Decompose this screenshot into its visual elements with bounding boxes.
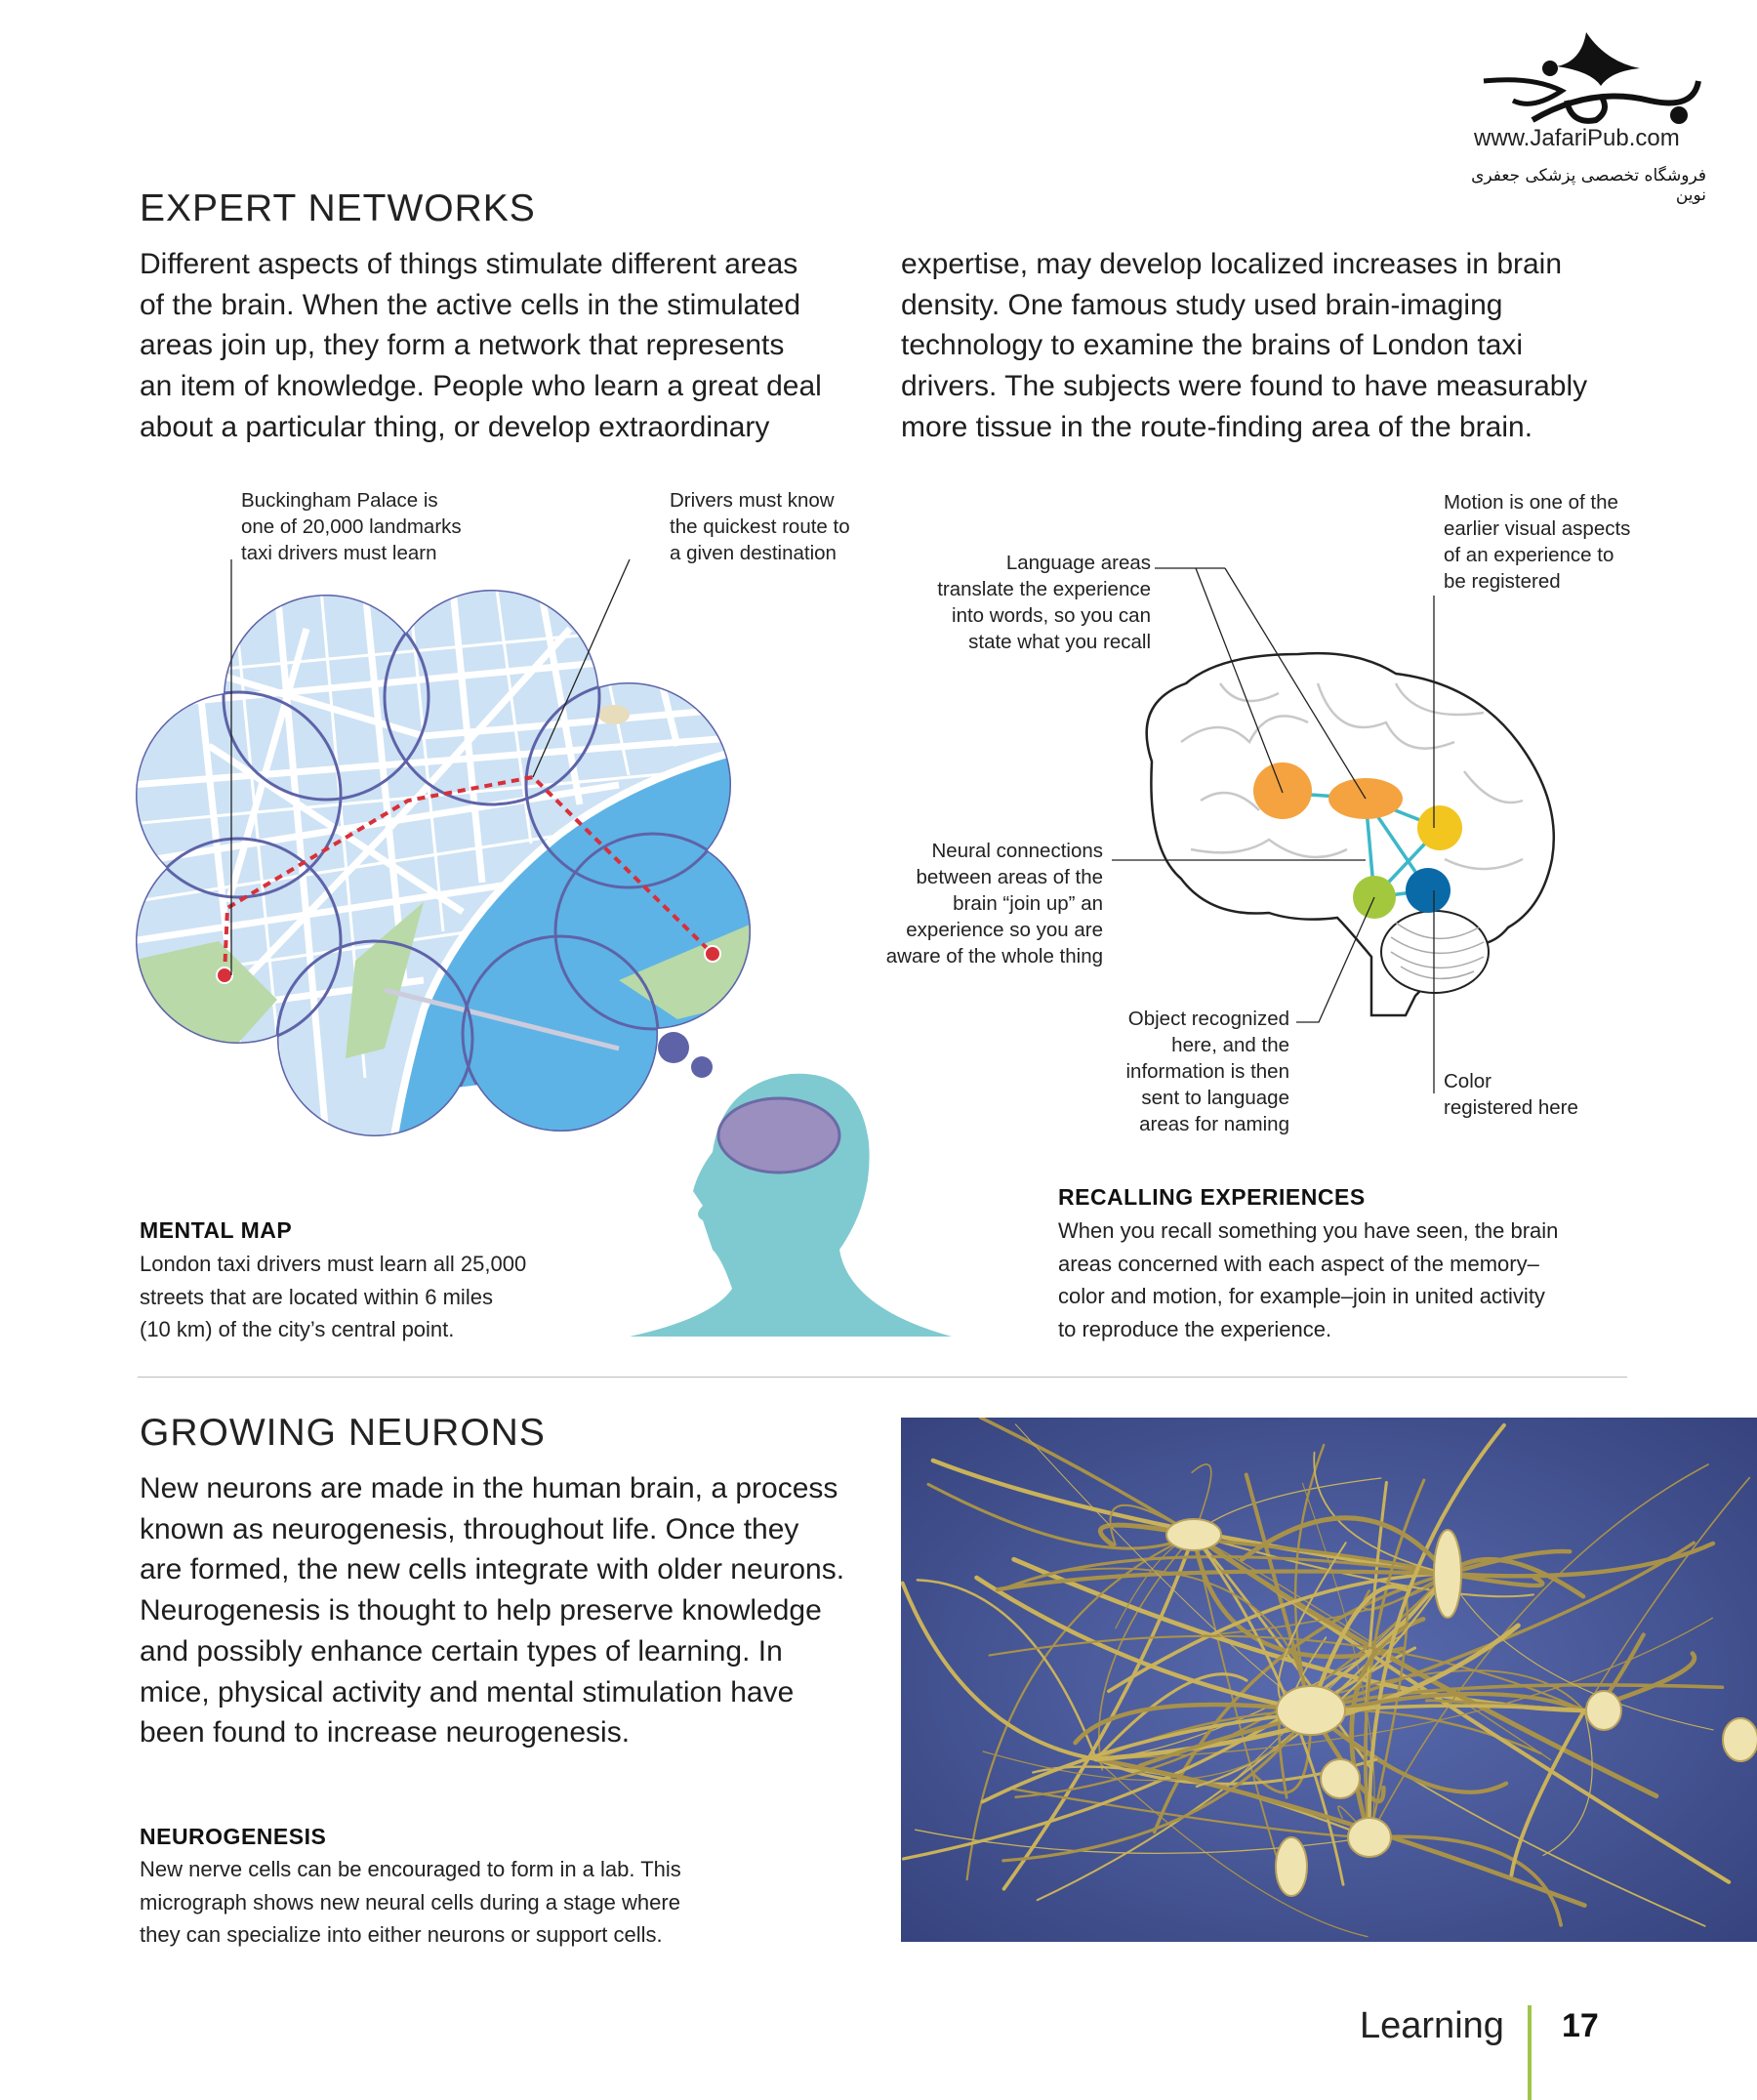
label-line: taxi drivers must learn <box>241 542 437 564</box>
neural-cell-body <box>1348 1818 1391 1857</box>
label-line: aware of the whole thing <box>885 945 1103 968</box>
label-neural-connections <box>886 838 1103 969</box>
label-object-recognized <box>1125 1006 1289 1137</box>
label-line: here, and the <box>1171 1034 1289 1056</box>
text-line: (10 km) of the city’s central point. <box>140 1317 455 1341</box>
text-line: density. One famous study used brain-imaging <box>901 288 1503 321</box>
neurogenesis-body <box>140 1853 681 1952</box>
text-line: of the brain. When the active cells in the stimulated <box>140 288 801 321</box>
text-line: expertise, may develop localized increases in brain <box>901 248 1563 280</box>
label-line: state what you recall <box>968 631 1151 653</box>
label-color <box>1444 1068 1578 1121</box>
label-line: brain “join up” an <box>953 892 1103 915</box>
neural-cell-body <box>1277 1686 1345 1735</box>
text-line: color and motion, for example–join in united activity <box>1058 1284 1545 1308</box>
text-line: New neurons are made in the human brain, a process <box>140 1472 838 1504</box>
label-line: experience so you are <box>906 919 1103 941</box>
mental-map-body <box>140 1248 526 1346</box>
label-line: a given destination <box>670 542 837 564</box>
label-line: information is then <box>1125 1060 1289 1083</box>
neural-cell-body <box>1166 1519 1221 1550</box>
text-line: about a particular thing, or develop extraordinary <box>140 410 770 443</box>
logo-url: www.JafariPub.com <box>1474 125 1680 151</box>
label-line: areas for naming <box>1139 1113 1289 1135</box>
neural-cell-body <box>1276 1837 1307 1896</box>
neural-cell-body <box>1321 1759 1360 1798</box>
label-line: the quickest route to <box>670 515 850 538</box>
footer-accent-bar <box>1528 2005 1532 2100</box>
logo-tagline: فروشگاه تخصصی پزشکی جعفری نوین <box>1471 166 1706 205</box>
label-line: Motion is one of the <box>1444 491 1618 514</box>
label-language-areas <box>937 550 1151 655</box>
text-line: technology to examine the brains of London taxi <box>901 329 1524 362</box>
text-line: Neurogenesis is thought to help preserve knowledge <box>140 1594 822 1627</box>
text-line: more tissue in the route-finding area of the brain. <box>901 410 1533 443</box>
text-line: drivers. The subjects were found to have measurably <box>901 370 1588 403</box>
neural-cell-body <box>1434 1530 1461 1618</box>
neural-cell-body <box>1723 1718 1757 1761</box>
neuron-micrograph <box>901 1418 1757 1942</box>
text-line: micrograph shows new neural cells during a stage where <box>140 1889 680 1915</box>
text-line: Different aspects of things stimulate different areas <box>140 248 798 280</box>
text-line: mice, physical activity and mental stimulation have <box>140 1675 795 1709</box>
section-title-expert-networks: EXPERT NETWORKS <box>140 187 536 229</box>
section-title-growing-neurons: GROWING NEURONS <box>140 1412 546 1454</box>
growing-neurons-body <box>140 1468 844 1753</box>
recalling-body <box>1058 1215 1558 1345</box>
label-line: of an experience to <box>1444 544 1614 566</box>
label-line: sent to language <box>1141 1087 1289 1109</box>
motion-area <box>1417 805 1462 850</box>
label-line: Color <box>1444 1070 1491 1092</box>
text-line: been found to increase neurogenesis. <box>140 1716 631 1750</box>
label-line: between areas of the <box>916 866 1103 888</box>
recalling-heading: RECALLING EXPERIENCES <box>1058 1184 1366 1210</box>
color-area <box>1406 868 1451 913</box>
label-line: Buckingham Palace is <box>241 489 438 512</box>
text-line: streets that are located within 6 miles <box>140 1284 493 1309</box>
label-line: registered here <box>1444 1096 1578 1119</box>
text-line: known as neurogenesis, throughout life. Once they <box>140 1512 799 1545</box>
label-line: Object recognized <box>1127 1008 1289 1030</box>
section-divider <box>138 1377 1627 1378</box>
mental-map-heading: MENTAL MAP <box>140 1217 293 1243</box>
page-number: 17 <box>1562 2007 1599 2044</box>
text-line: areas concerned with each aspect of the memory– <box>1058 1251 1539 1276</box>
label-line: earlier visual aspects <box>1444 517 1631 540</box>
text-line: they can specialize into either neurons or support cells. <box>140 1922 663 1947</box>
language-area-1 <box>1253 762 1312 819</box>
label-line: Language areas <box>1005 552 1151 574</box>
text-line: are formed, the new cells integrate with older neurons. <box>140 1553 845 1586</box>
label-line: translate the experience <box>937 578 1151 600</box>
label-line: into words, so you can <box>952 604 1151 627</box>
text-line: to reproduce the experience. <box>1058 1316 1332 1341</box>
brain-outline <box>1147 653 1554 1015</box>
footer-section-name: Learning <box>1360 2005 1504 2046</box>
text-line: and possibly enhance certain types of learning. In <box>140 1634 783 1668</box>
text-line: London taxi drivers must learn all 25,000 <box>140 1252 527 1276</box>
label-line: be registered <box>1444 570 1561 593</box>
neural-cell-body <box>1586 1691 1621 1730</box>
text-line: When you recall something you have seen, the brain <box>1058 1218 1559 1243</box>
neurogenesis-heading: NEUROGENESIS <box>140 1824 327 1849</box>
label-line: one of 20,000 landmarks <box>241 515 462 538</box>
label-line: Neural connections <box>931 840 1103 862</box>
text-line: an item of knowledge. People who learn a great deal <box>140 370 822 403</box>
label-line: Drivers must know <box>670 489 835 512</box>
text-line: New nerve cells can be encouraged to form in a lab. This <box>140 1857 681 1881</box>
label-motion <box>1444 489 1630 595</box>
text-line: areas join up, they form a network that represents <box>140 329 785 362</box>
